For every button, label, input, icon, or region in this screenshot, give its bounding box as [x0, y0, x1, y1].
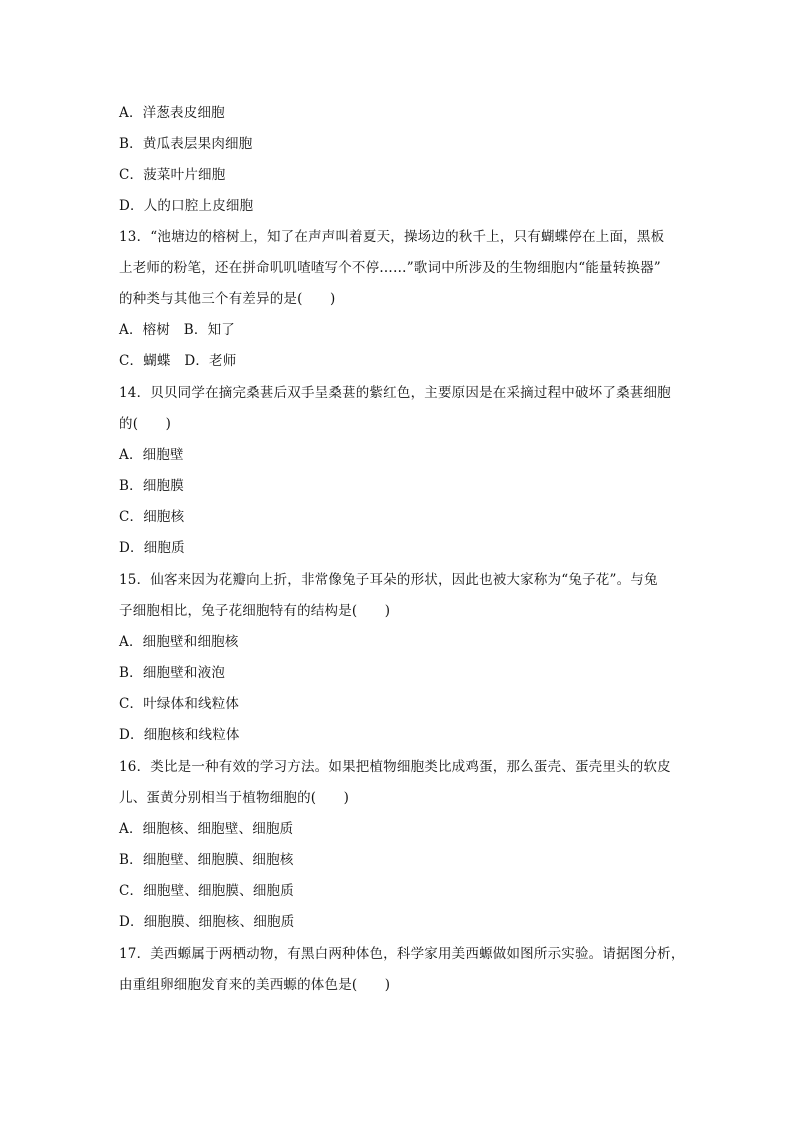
q12-option-d: D．人的口腔上皮细胞	[119, 198, 254, 214]
q13-text-line-1: 13．“池塘边的榕树上，知了在声声叫着夏天，操场边的秋千上，只有蝴蝶停在上面，黑板	[119, 229, 665, 245]
q16-option-b: B．细胞壁、细胞膜、细胞核	[119, 852, 294, 868]
q15-text-line-2: 子细胞相比，兔子花细胞特有的结构是( )	[119, 603, 391, 619]
q14-option-c: C．细胞核	[119, 509, 185, 525]
q15-option-b: B．细胞壁和液泡	[119, 665, 226, 681]
q14-text-line-1: 14．贝贝同学在摘完桑葚后双手呈桑葚的紫红色，主要原因是在采摘过程中破坏了桑葚细胞	[119, 385, 671, 401]
q16-option-c: C．细胞壁、细胞膜、细胞质	[119, 883, 294, 899]
q14-option-b: B．细胞膜	[119, 478, 184, 494]
q13-text-line-3: 的种类与其他三个有差异的是( )	[119, 291, 336, 307]
q14-text-line-2: 的( )	[119, 416, 172, 432]
q14-option-a: A．细胞壁	[119, 447, 184, 463]
q16-text-line-2: 儿、蛋黄分别相当于植物细胞的( )	[119, 790, 350, 806]
q14-option-d: D．细胞质	[119, 540, 185, 556]
q16-option-a: A．细胞核、细胞壁、细胞质	[119, 821, 294, 837]
q15-option-d: D．细胞核和线粒体	[119, 727, 240, 743]
q15-option-c: C．叶绿体和线粒体	[119, 696, 240, 712]
q13-options-ab: A．榕树 B．知了	[119, 322, 235, 338]
q13-text-line-2: 上老师的粉笔，还在拼命叽叽喳喳写个不停……”歌词中所涉及的生物细胞内“能量转换器”	[119, 260, 661, 276]
q13-options-cd: C．蝴蝶 D．老师	[119, 353, 237, 369]
q12-option-a: A．洋葱表皮细胞	[119, 105, 225, 121]
q12-option-c: C．菠菜叶片细胞	[119, 167, 226, 183]
q17-text-line-2: 由重组卵细胞发育来的美西螈的体色是( )	[119, 977, 391, 993]
q15-text-line-1: 15．仙客来因为花瓣向上折，非常像兔子耳朵的形状，因此也被大家称为“兔子花”。与兔	[119, 572, 658, 588]
q12-option-b: B．黄瓜表层果肉细胞	[119, 136, 253, 152]
q16-option-d: D．细胞膜、细胞核、细胞质	[119, 914, 295, 930]
q16-text-line-1: 16．类比是一种有效的学习方法。如果把植物细胞类比成鸡蛋，那么蛋壳、蛋壳里头的软皮	[119, 759, 671, 775]
q15-option-a: A．细胞壁和细胞核	[119, 634, 239, 650]
q17-text-line-1: 17．美西螈属于两栖动物，有黑白两种体色，科学家用美西螈做如图所示实验。请据图分析，	[119, 946, 685, 962]
